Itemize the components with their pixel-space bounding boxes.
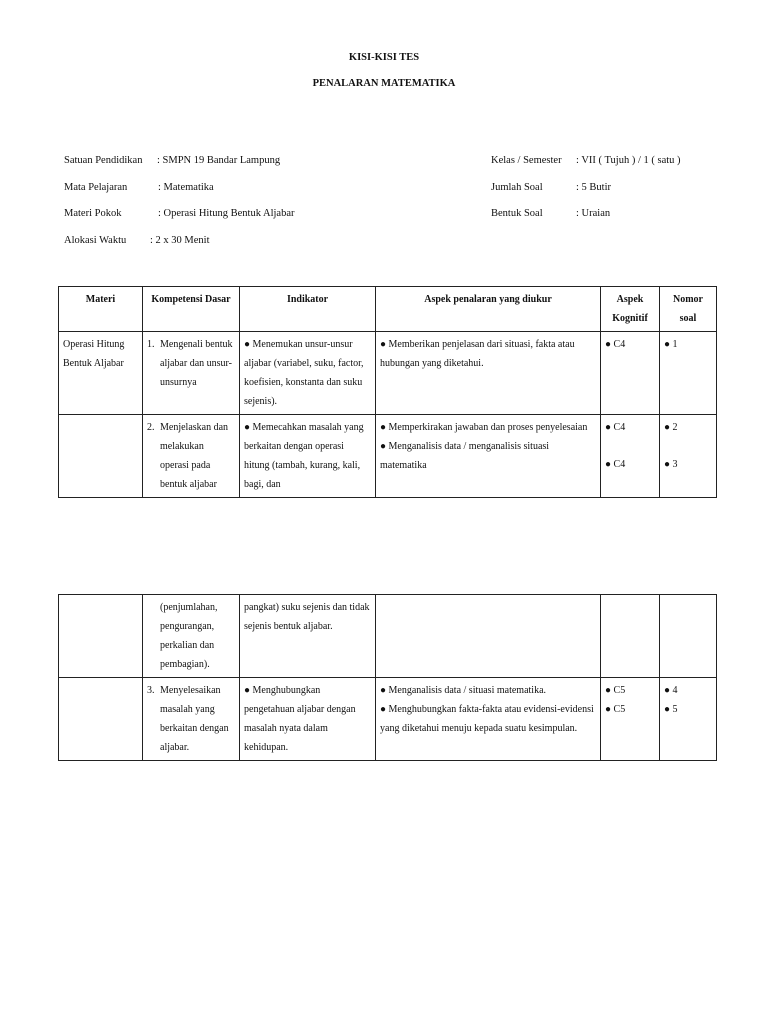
materi-value: : Operasi Hitung Bentuk Aljabar [158, 208, 295, 219]
document-title: KISI-KISI TES [348, 52, 420, 63]
cell-nomor [660, 415, 717, 498]
aspek-item: ● Menganalisis data / menganalisis situasi matematika [380, 441, 550, 471]
aspek-item: ● Memperkirakan jawaban dan proses penyelesaian [380, 422, 588, 433]
kognitif-item: ● C4 [605, 422, 626, 433]
cell-kognitif [601, 678, 660, 761]
header-nomor: Nomor soal [660, 287, 717, 332]
cell-kognitif [601, 415, 660, 498]
cell-kd [143, 595, 240, 678]
mapel-value: : Matematika [158, 182, 214, 193]
kisi-table-part-1 [58, 286, 717, 498]
aspek-item: ● Menghubungkan fakta-fakta atau evidensi-evidensi yang diketahui menuju kepada suatu kesimpulan. [380, 704, 594, 734]
kognitif-item: ● C5 [605, 704, 626, 715]
cell-kognitif-empty [601, 595, 660, 678]
kelas-value: : VII ( Tujuh ) / 1 ( satu ) [576, 155, 681, 166]
header-kompetensi: Kompetensi Dasar [143, 287, 240, 332]
header-materi: Materi [59, 287, 143, 332]
mapel-label: Mata Pelajaran [64, 182, 128, 193]
cell-kd [143, 678, 240, 761]
cell-materi-empty [59, 595, 143, 678]
kognitif-item: ● C5 [605, 685, 626, 696]
jumlah-value: : 5 Butir [576, 182, 612, 193]
kelas-label: Kelas / Semester [491, 155, 562, 166]
kd-text: (penjumlahan, pengurangan, perkalian dan pembagian). [160, 602, 218, 670]
table-row [59, 678, 717, 761]
kd-text: Menyelesaikan masalah yang berkaitan dengan aljabar. [160, 685, 229, 753]
document-subtitle: PENALARAN MATEMATIKA [312, 78, 456, 89]
table-row [59, 595, 717, 678]
cell-kd [143, 332, 240, 415]
satuan-label: Satuan Pendidikan [64, 155, 143, 166]
kd-text: Menjelaskan dan melakukan operasi pada bentuk aljabar [160, 422, 229, 490]
kd-number: 2. [147, 422, 155, 433]
alokasi-label: Alokasi Waktu [64, 235, 127, 246]
header-aspek: Aspek penalaran yang diukur [376, 287, 601, 332]
kisi-table-part-2 [58, 594, 717, 761]
nomor-item: ● 4 [664, 685, 678, 696]
kd-text: Mengenali bentuk aljabar dan unsur-unsurnya [160, 339, 233, 388]
kd-number: 3. [147, 685, 155, 696]
bentuk-value: : Uraian [576, 208, 611, 219]
header-indikator: Indikator [240, 287, 376, 332]
aspek-item: ● Menganalisis data / situasi matematika. [380, 685, 547, 696]
cell-kognitif: ● C4 [601, 332, 660, 415]
table-row [59, 415, 717, 498]
alokasi-value: : 2 x 30 Menit [150, 235, 210, 246]
kd-number: 1. [147, 339, 155, 350]
cell-indikator: ● Memecahkan masalah yang berkaitan dengan operasi hitung (tambah, kurang, kali, bagi, dan [240, 415, 376, 498]
cell-aspek: ● Memberikan penjelasan dari situasi, fakta atau hubungan yang diketahui. [376, 332, 601, 415]
nomor-item: ● 5 [664, 704, 678, 715]
header-kognitif: Aspek Kognitif [601, 287, 660, 332]
cell-materi-empty [59, 415, 143, 498]
table-header-row [59, 287, 717, 332]
cell-materi: Operasi Hitung Bentuk Aljabar [59, 332, 143, 415]
cell-nomor-empty [660, 595, 717, 678]
kognitif-item: ● C4 [605, 459, 626, 470]
satuan-value: : SMPN 19 Bandar Lampung [157, 155, 281, 166]
nomor-item: ● 3 [664, 459, 678, 470]
cell-indikator: ● Menghubungkan pengetahuan aljabar dengan masalah nyata dalam kehidupan. [240, 678, 376, 761]
nomor-item: ● 2 [664, 422, 678, 433]
cell-nomor: ● 1 [660, 332, 717, 415]
table-row [59, 332, 717, 415]
cell-kd [143, 415, 240, 498]
cell-indikator: ● Menemukan unsur-unsur aljabar (variabel, suku, factor, koefisien, konstanta dan suku sejenis). [240, 332, 376, 415]
jumlah-label: Jumlah Soal [491, 182, 543, 193]
cell-nomor [660, 678, 717, 761]
cell-aspek [376, 678, 601, 761]
cell-materi-empty [59, 678, 143, 761]
bentuk-label: Bentuk Soal [491, 208, 543, 219]
materi-label: Materi Pokok [64, 208, 122, 219]
cell-aspek-empty [376, 595, 601, 678]
cell-indikator: pangkat) suku sejenis dan tidak sejenis bentuk aljabar. [240, 595, 376, 678]
cell-aspek [376, 415, 601, 498]
